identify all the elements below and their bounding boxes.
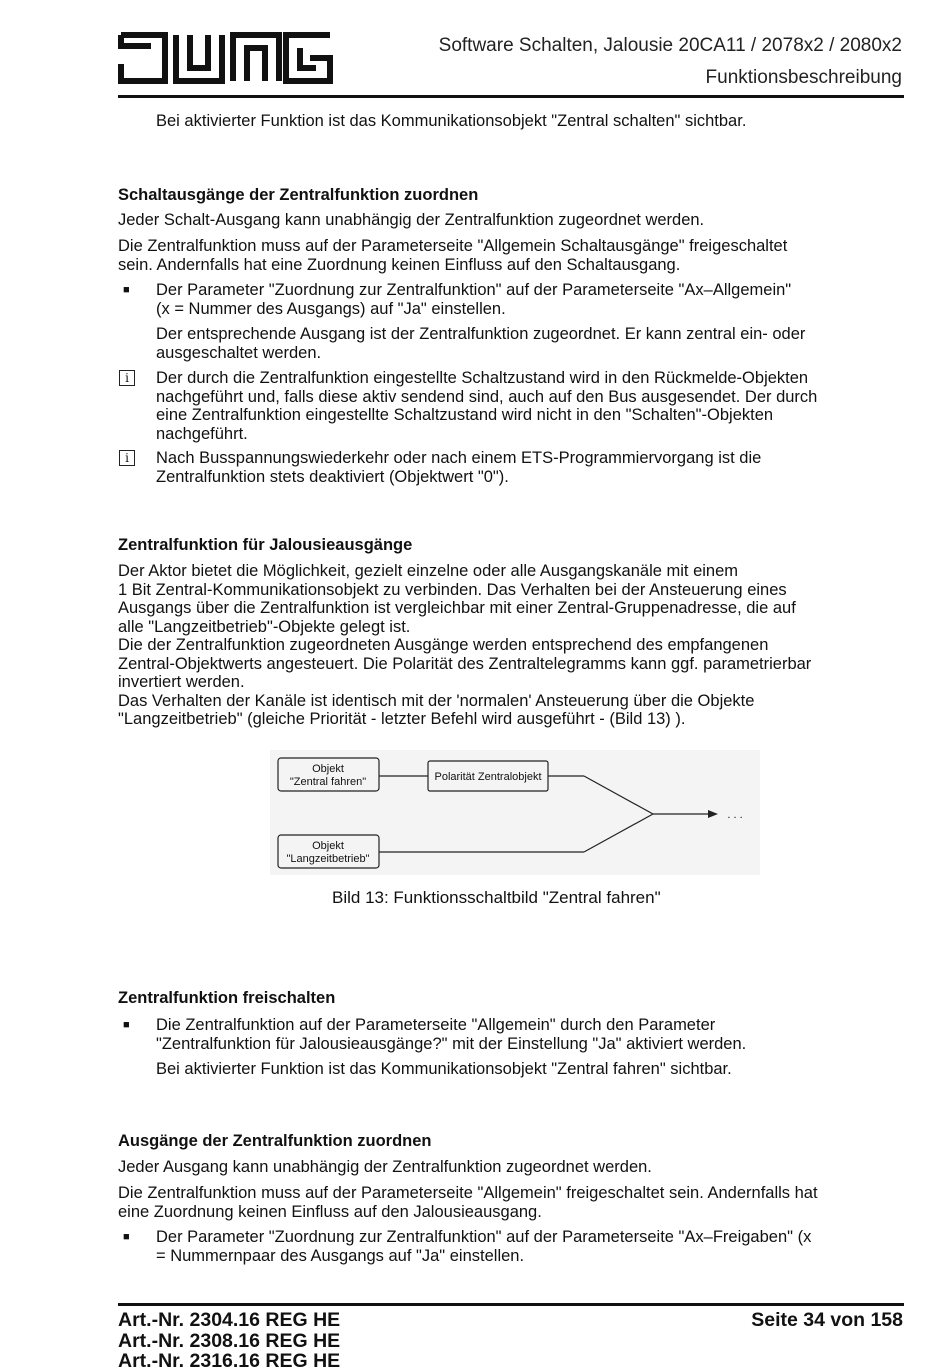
info-text: Nach Busspannungswiederkehr oder nach einem ETS-Programmiervorgang ist die Zentralfunktion stets deaktiviert (Objektwert "0").	[156, 449, 762, 486]
box3-line1: Objekt	[312, 840, 344, 852]
page-number: Seite 34 von 158	[751, 1309, 903, 1331]
section-heading: Zentralfunktion freischalten	[118, 989, 336, 1007]
bullet-note: Der entsprechende Ausgang ist der Zentralfunktion zugeordnet. Er kann zentral ein- oder ausgeschaltet werden.	[156, 325, 806, 362]
info-icon: i	[119, 370, 135, 386]
header-rule	[118, 95, 904, 98]
bullet-icon: ■	[123, 1019, 130, 1031]
paragraph: Die Zentralfunktion muss auf der Parameterseite "Allgemein Schaltausgänge" freigeschaltet sein. Andernfalls hat eine Zuordnung keinen Einfluss auf den Schaltausgang.	[118, 237, 788, 274]
document-title: Software Schalten, Jalousie 20CA11 / 2078x2 / 2080x2	[438, 35, 902, 56]
paragraph: Jeder Schalt-Ausgang kann unabhängig der Zentralfunktion zugeordnet werden.	[118, 211, 705, 229]
bullet-text: Die Zentralfunktion auf der Parameterseite "Allgemein" durch den Parameter "Zentralfunktion für Jalousieausgänge?" mit der Einstellung "Ja" aktiviert werden.	[156, 1016, 747, 1053]
paragraph: Die Zentralfunktion muss auf der Parameterseite "Allgemein" freigeschaltet sein. Andernfalls hat eine Zuordnung keinen Einfluss auf den Jalousieausgang.	[118, 1184, 818, 1221]
document-subtitle: Funktionsbeschreibung	[705, 67, 902, 88]
box2-label: Polarität Zentralobjekt	[434, 771, 542, 783]
article-numbers: Art.-Nr. 2304.16 REG HE Art.-Nr. 2308.16 REG HE Art.-Nr. 2316.16 REG HE	[118, 1309, 341, 1372]
section-heading: Zentralfunktion für Jalousieausgänge	[118, 536, 413, 554]
box1-line1: Objekt	[312, 763, 344, 775]
function-diagram	[270, 750, 760, 875]
continuation-dots: . . .	[727, 809, 743, 821]
bullet-text: Der Parameter "Zuordnung zur Zentralfunktion" auf der Parameterseite "Ax–Freigaben" (x = Nummernpaar des Ausgangs auf "Ja" einstellen.	[156, 1228, 812, 1265]
bullet-text: Der Parameter "Zuordnung zur Zentralfunktion" auf der Parameterseite "Ax–Allgemein" (x = Nummer des Ausgangs) auf "Ja" einstellen.	[156, 281, 792, 318]
paragraph: Der Aktor bietet die Möglichkeit, gezielt einzelne oder alle Ausgangskanäle mit einem 1 Bit Zentral-Kommunikationsobjekt zu verbinden. Das Verhalten bei der Ansteuerung eines Ausgangs über die Zentralfunktion ist vergleichbar mit einer Zentral-Gruppenadresse, die auf alle "Langzeitbetrieb"-Objekte gelegt ist. Die der Zentralfunktion zugeordneten Ausgänge werden entsprechend des empfangenen Zentral-Objektwerts angesteuert. Die Polarität des Zentraltelegramms kann ggf. parametrierbar invertiert werden. Das Verhalten der Kanäle ist identisch mit der 'normalen' Ansteuerung über die Objekte "Langzeitbetrieb" (gleiche Priorität - letzter Befehl wird ausgeführt - (Bild 13) ).	[118, 562, 812, 728]
intro-text: Bei aktivierter Funktion ist das Kommunikationsobjekt "Zentral schalten" sichtbar.	[156, 112, 747, 130]
info-icon: i	[119, 450, 135, 466]
figure-caption: Bild 13: Funktionsschaltbild "Zentral fahren"	[332, 888, 661, 907]
box3-line2: "Langzeitbetrieb"	[286, 853, 370, 865]
jung-logo	[118, 32, 333, 84]
bullet-icon: ■	[123, 284, 130, 296]
info-text: Der durch die Zentralfunktion eingestellte Schaltzustand wird in den Rückmelde-Objekten nachgeführt und, falls diese aktiv sendend sind, auch auf den Bus ausgesendet. Der durch eine Zentralfunktion eingestellte Schaltzustand wird nicht in den "Schalten"-Objekten nachgeführt.	[156, 369, 818, 443]
section-heading: Schaltausgänge der Zentralfunktion zuordnen	[118, 186, 479, 204]
paragraph: Jeder Ausgang kann unabhängig der Zentralfunktion zugeordnet werden.	[118, 1158, 652, 1176]
footer-rule	[118, 1303, 904, 1306]
bullet-icon: ■	[123, 1231, 130, 1243]
bullet-note: Bei aktivierter Funktion ist das Kommunikationsobjekt "Zentral fahren" sichtbar.	[156, 1060, 732, 1078]
box1-line2: "Zentral fahren"	[289, 776, 367, 788]
section-heading: Ausgänge der Zentralfunktion zuordnen	[118, 1132, 432, 1150]
